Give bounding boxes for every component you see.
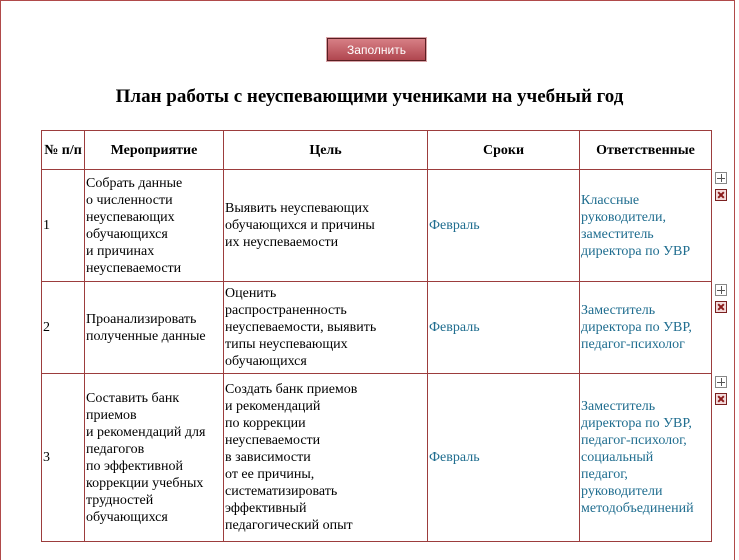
goal-cell-line: их неуспеваемости [225,235,339,250]
responsible-cell-line: педагог-психолог, [581,433,687,448]
header-date: Сроки [428,131,580,170]
goal-cell-line: Создать банк приемов [225,382,358,397]
activity-cell-line: и рекомендаций для [86,424,206,440]
responsible-cell-line: Заместитель [581,399,656,414]
date-cell: Февраль [428,170,580,282]
activity-cell-line: Составить банк [86,390,180,406]
plus-box-icon[interactable] [715,376,727,388]
plus-box-icon[interactable] [715,172,727,184]
responsible-cell-line: руководители [581,484,663,499]
responsible-cell-line: методобъединений [581,501,694,516]
responsible-cell-line: заместитель [581,226,654,242]
row-controls [715,172,729,206]
table-row [42,282,712,374]
goal-cell-line: неуспеваемости [225,433,321,448]
activity-cell-line: педагогов [86,441,145,457]
header-number [42,131,85,170]
goal-cell-line: неуспеваемости, выявить [225,320,377,335]
goal-cell-line: систематизировать [225,484,338,499]
responsible-cell-line: социальный [581,450,654,465]
delete-x-icon[interactable] [715,393,727,405]
row-number: 2 [42,282,85,374]
goal-cell [224,170,428,282]
plan-table [41,130,712,542]
table-row [42,170,712,282]
page-title: План работы с неуспевающими учениками на учебный год [115,86,624,107]
table-header-row [42,131,712,170]
fill-button[interactable]: Заполнить [327,38,426,61]
activity-cell-line: полученные данные [86,328,206,344]
goal-cell-line: педагогический опыт [225,518,353,533]
date-cell: Февраль [428,374,580,542]
delete-x-icon[interactable] [715,301,727,313]
goal-cell-line: типы неуспевающих [225,337,348,352]
activity-cell-line: по эффективной [86,458,184,474]
goal-cell-line: обучающихся и причины [225,218,375,233]
activity-cell-line: Проанализировать [86,311,197,327]
goal-cell-line: по коррекции [225,416,306,431]
plus-box-icon[interactable] [715,284,727,296]
goal-cell-line: обучающихся [225,354,307,369]
activity-cell [85,374,224,542]
delete-x-icon[interactable] [715,189,727,201]
goal-cell-line: и рекомендаций [225,399,321,414]
date-cell: Февраль [428,282,580,374]
goal-cell-line: Выявить неуспевающих [225,201,369,216]
table-row [42,374,712,542]
responsible-cell [580,282,712,374]
activity-cell-line: обучающихся [86,226,168,242]
responsible-cell-line: директора по УВР, [581,416,692,431]
responsible-cell-line: руководители, [581,209,666,225]
responsible-cell-line: педагог, [581,467,628,482]
row-controls [715,376,729,410]
header-responsible: Ответственные [580,131,712,170]
goal-cell [224,282,428,374]
activity-cell-line: неуспеваемости [86,260,182,276]
responsible-cell [580,170,712,282]
header-activity: Мероприятие [85,131,224,170]
responsible-cell-line: Классные [581,192,640,208]
goal-cell-line: от ее причины, [225,467,315,482]
responsible-cell-line: директора по УВР [581,243,691,259]
activity-cell-line: коррекции учебных [86,475,204,491]
activity-cell-line: о численности [86,192,173,208]
goal-cell [224,374,428,542]
row-number: 3 [42,374,85,542]
activity-cell-line: трудностей [86,492,154,508]
row-controls [715,284,729,318]
goal-cell-line: Оценить [225,286,277,301]
activity-cell [85,282,224,374]
goal-cell-line: эффективный [225,501,307,516]
responsible-cell-line: директора по УВР, [581,320,692,335]
activity-cell-line: неуспевающих [86,209,175,225]
responsible-cell-line: педагог-психолог [581,337,685,352]
activity-cell-line: обучающихся [86,509,168,525]
activity-cell-line: приемов [86,407,137,423]
goal-cell-line: в зависимости [225,450,311,465]
activity-cell-line: и причинах [86,243,155,259]
header-goal: Цель [224,131,428,170]
activity-cell-line: Собрать данные [86,175,183,191]
goal-cell-line: распространенность [225,303,347,318]
header-number-label: № п/п [44,142,82,158]
responsible-cell-line: Заместитель [581,303,656,318]
responsible-cell [580,374,712,542]
row-number: 1 [42,170,85,282]
activity-cell [85,170,224,282]
